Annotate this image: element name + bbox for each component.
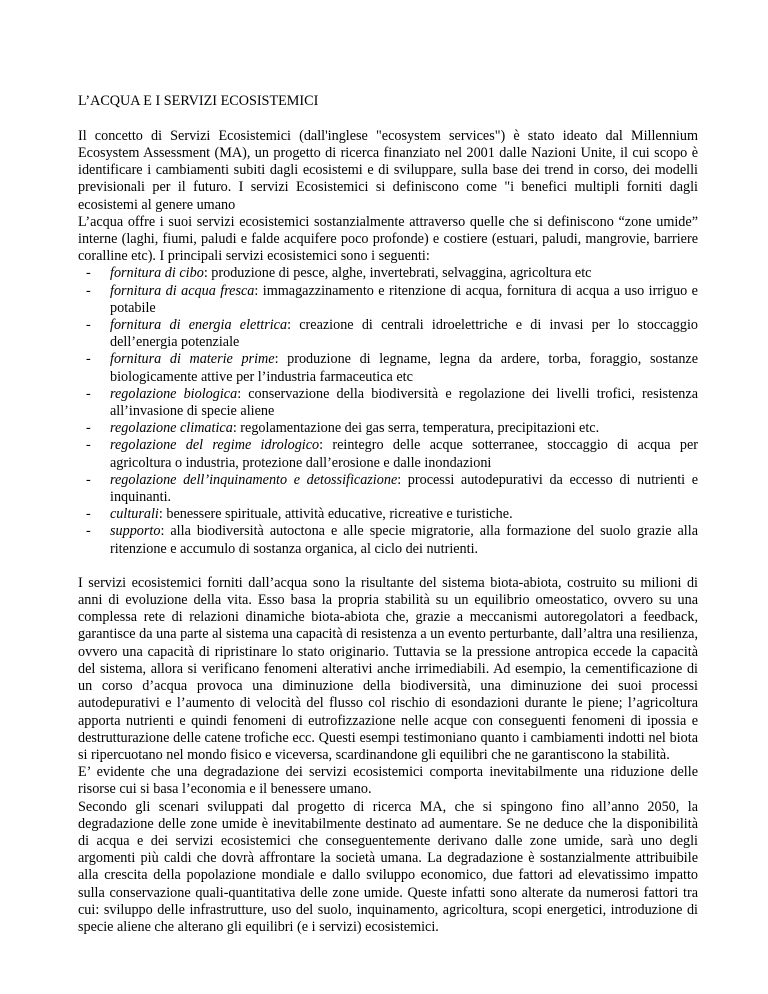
service-desc: : creazione di centrali idroelettriche e di invasi per lo stoccaggio dell’energia potenziale	[110, 317, 698, 351]
service-desc: : regolamentazione dei gas serra, temperatura, precipitazioni etc.	[232, 420, 600, 437]
service-term: fornitura di materie prime	[110, 351, 275, 368]
service-desc: : conservazione della biodiversità e regolazione dei livelli trofici, resistenza all’invasione di specie aliene	[110, 385, 698, 420]
service-item: - fornitura di materie prime: produzione di legname, legna da ardere, torba, foraggio, sostanze biologicamente attive per l’industria farmaceutica etc	[86, 351, 699, 385]
service-term: regolazione climatica	[110, 420, 233, 437]
service-desc: : produzione di legname, legna da ardere, torba, foraggio, sostanze biologicamente attive per l’industria farmaceutica etc	[110, 351, 699, 385]
service-item: - culturali: benessere spirituale, attività educative, ricreative e turistiche.	[86, 506, 513, 523]
body-paragraph-1: I servizi ecosistemici forniti dall’acqua sono la risultante del sistema biota-abiota, costruito su milioni di anni di evoluzione della vita. Esso basa la propria stabilità su un equilibrio omeostatico, ovvero su una complessa rete di relazioni dinamiche biota-abiota che, grazie a meccanismi autoregolatori a feedback, garantisce da una parte al sistema una capacità di resistenza a un evento perturbante, dall’altra una resilienza, ovvero una capacità di ripristinare lo stato originario. Tuttavia se la pressione antropica eccede la capacità del sistema, allora si verificano fenomeni alterativi anche irrimediabili. Ad esempio, la cementificazione di un corso d’acqua provoca una diminuzione della biodiversità, una diminuzione dei suoi processi autodepurativi e l’aumento di velocità del flusso col rischio di esondazioni durante le piene; l’agricoltura apporta nutrienti e quindi fenomeni di eutrofizzazione nelle acque con conseguenti fenomeni di ipossia e destrutturazione delle catene trofiche ecc. Questi esempi testimoniano quanto i cambiamenti indotti nel biota si ripercuotano nel mondo fisico e viceversa, scardinandone gli equilibri che ne garantiscono la stabilità.	[78, 574, 698, 763]
service-term: regolazione dell’inquinamento e detossificazione	[110, 471, 398, 488]
service-term: fornitura di energia elettrica	[110, 317, 288, 334]
paragraph-gap	[78, 558, 698, 575]
service-term: fornitura di cibo	[110, 265, 204, 282]
document-page	[78, 93, 698, 936]
service-desc: : benessere spirituale, attività educative, ricreative e turistiche.	[158, 506, 513, 523]
body-paragraph-2: E’ evidente che una degradazione dei servizi ecosistemici comporta inevitabilmente una riduzione delle risorse cui si basa l’economia e il benessere umano.	[78, 764, 698, 798]
service-item: - fornitura di cibo: produzione di pesce, alghe, invertebrati, selvaggina, agricoltura etc	[86, 265, 592, 282]
document-title: L’ACQUA E I SERVIZI ECOSISTEMICI	[78, 93, 319, 109]
service-term: regolazione biologica	[110, 385, 238, 402]
service-item: - supporto: alla biodiversità autoctona e alle specie migratorie, alla formazione del suolo grazie alla ritenzione e accumulo di sostanza organica, al ciclo dei nutrienti.	[86, 523, 698, 557]
intro-paragraph-2: L’acqua offre i suoi servizi ecosistemici sostanzialmente attraverso quelle che si definiscono “zone umide” interne (laghi, fiumi, paludi e falde acquifere poco profonde) e costiere (estuari, paludi, mangrovie, barriere coralline etc). I principali servizi ecosistemici sono i seguenti:	[78, 213, 698, 265]
body-paragraph-3: Secondo gli scenari sviluppati dal progetto di ricerca MA, che si spingono fino all’anno 2050, la degradazione delle zone umide è inevitabilmente destinato ad aumentare. Se ne deduce che la disponibilità di acqua e dei servizi ecosistemici che conseguentemente derivano dalle zone umide, sarà uno degli argomenti più caldi che dovrà affrontare la società umana. La degradazione è sostanzialmente attribuibile alla crescita della popolazione mondiale e dallo sviluppo economico, due fattori ad elevatissimo impatto sulla conservazione quali-quantitativa delle zone umide. Queste infatti sono alterate da numerosi fattori tra cui: sviluppo delle infrastrutture, uso del suolo, inquinamento, agricoltura, scopi energetici, introduzione di specie aliene che alterano gli equilibri (e i servizi) ecosistemici.	[78, 798, 698, 935]
service-desc: : alla biodiversità autoctona e alle specie migratorie, alla formazione del suolo grazie alla ritenzione e accumulo di sostanza organica, al ciclo dei nutrienti.	[110, 523, 698, 557]
service-item: - fornitura di energia elettrica: creazione di centrali idroelettriche e di invasi per lo stoccaggio dell’energia potenziale	[86, 317, 698, 351]
service-desc: : immagazzinamento e ritenzione di acqua, fornitura di acqua a uso irriguo e potabile	[110, 282, 698, 316]
service-item: - regolazione del regime idrologico: reintegro delle acque sotterranee, stoccaggio di acqua per agricoltura o industria, protezione dall’erosione e dalle inondazioni	[86, 437, 698, 471]
service-desc: : processi autodepurativi da eccesso di nutrienti e inquinanti.	[110, 471, 698, 506]
service-item: - regolazione climatica: regolamentazione dei gas serra, temperatura, precipitazioni etc.	[86, 420, 600, 437]
services-list	[78, 265, 698, 557]
service-term: regolazione del regime idrologico	[110, 437, 320, 454]
service-item: - regolazione biologica: conservazione della biodiversità e regolazione dei livelli trofici, resistenza all’invasione di specie aliene	[86, 385, 698, 420]
service-term: fornitura di acqua fresca	[110, 282, 255, 299]
service-item: - fornitura di acqua fresca: immagazzinamento e ritenzione di acqua, fornitura di acqua a uso irriguo e potabile	[86, 282, 698, 316]
service-term: culturali	[110, 506, 159, 523]
service-item: - regolazione dell’inquinamento e detossificazione: processi autodepurativi da eccesso di nutrienti e inquinanti.	[86, 471, 698, 506]
service-desc: : reintegro delle acque sotterranee, stoccaggio di acqua per agricoltura o industria, protezione dall’erosione e dalle inondazioni	[110, 437, 698, 471]
intro-paragraph-1: Il concetto di Servizi Ecosistemici (dall'inglese "ecosystem services") è stato ideato dal Millennium Ecosystem Assessment (MA), un progetto di ricerca finanziato nel 2001 dalle Nazioni Unite, il cui scopo è identificare i cambiamenti subiti dagli ecosistemi e di sviluppare, sulla base dei trend in corso, dei modelli previsionali per il futuro. I servizi Ecosistemici si definiscono come "i benefici multipli forniti dagli ecosistemi al genere umano	[78, 127, 698, 213]
service-term: supporto	[110, 523, 161, 540]
service-desc: : produzione di pesce, alghe, invertebrati, selvaggina, agricoltura etc	[203, 265, 592, 282]
